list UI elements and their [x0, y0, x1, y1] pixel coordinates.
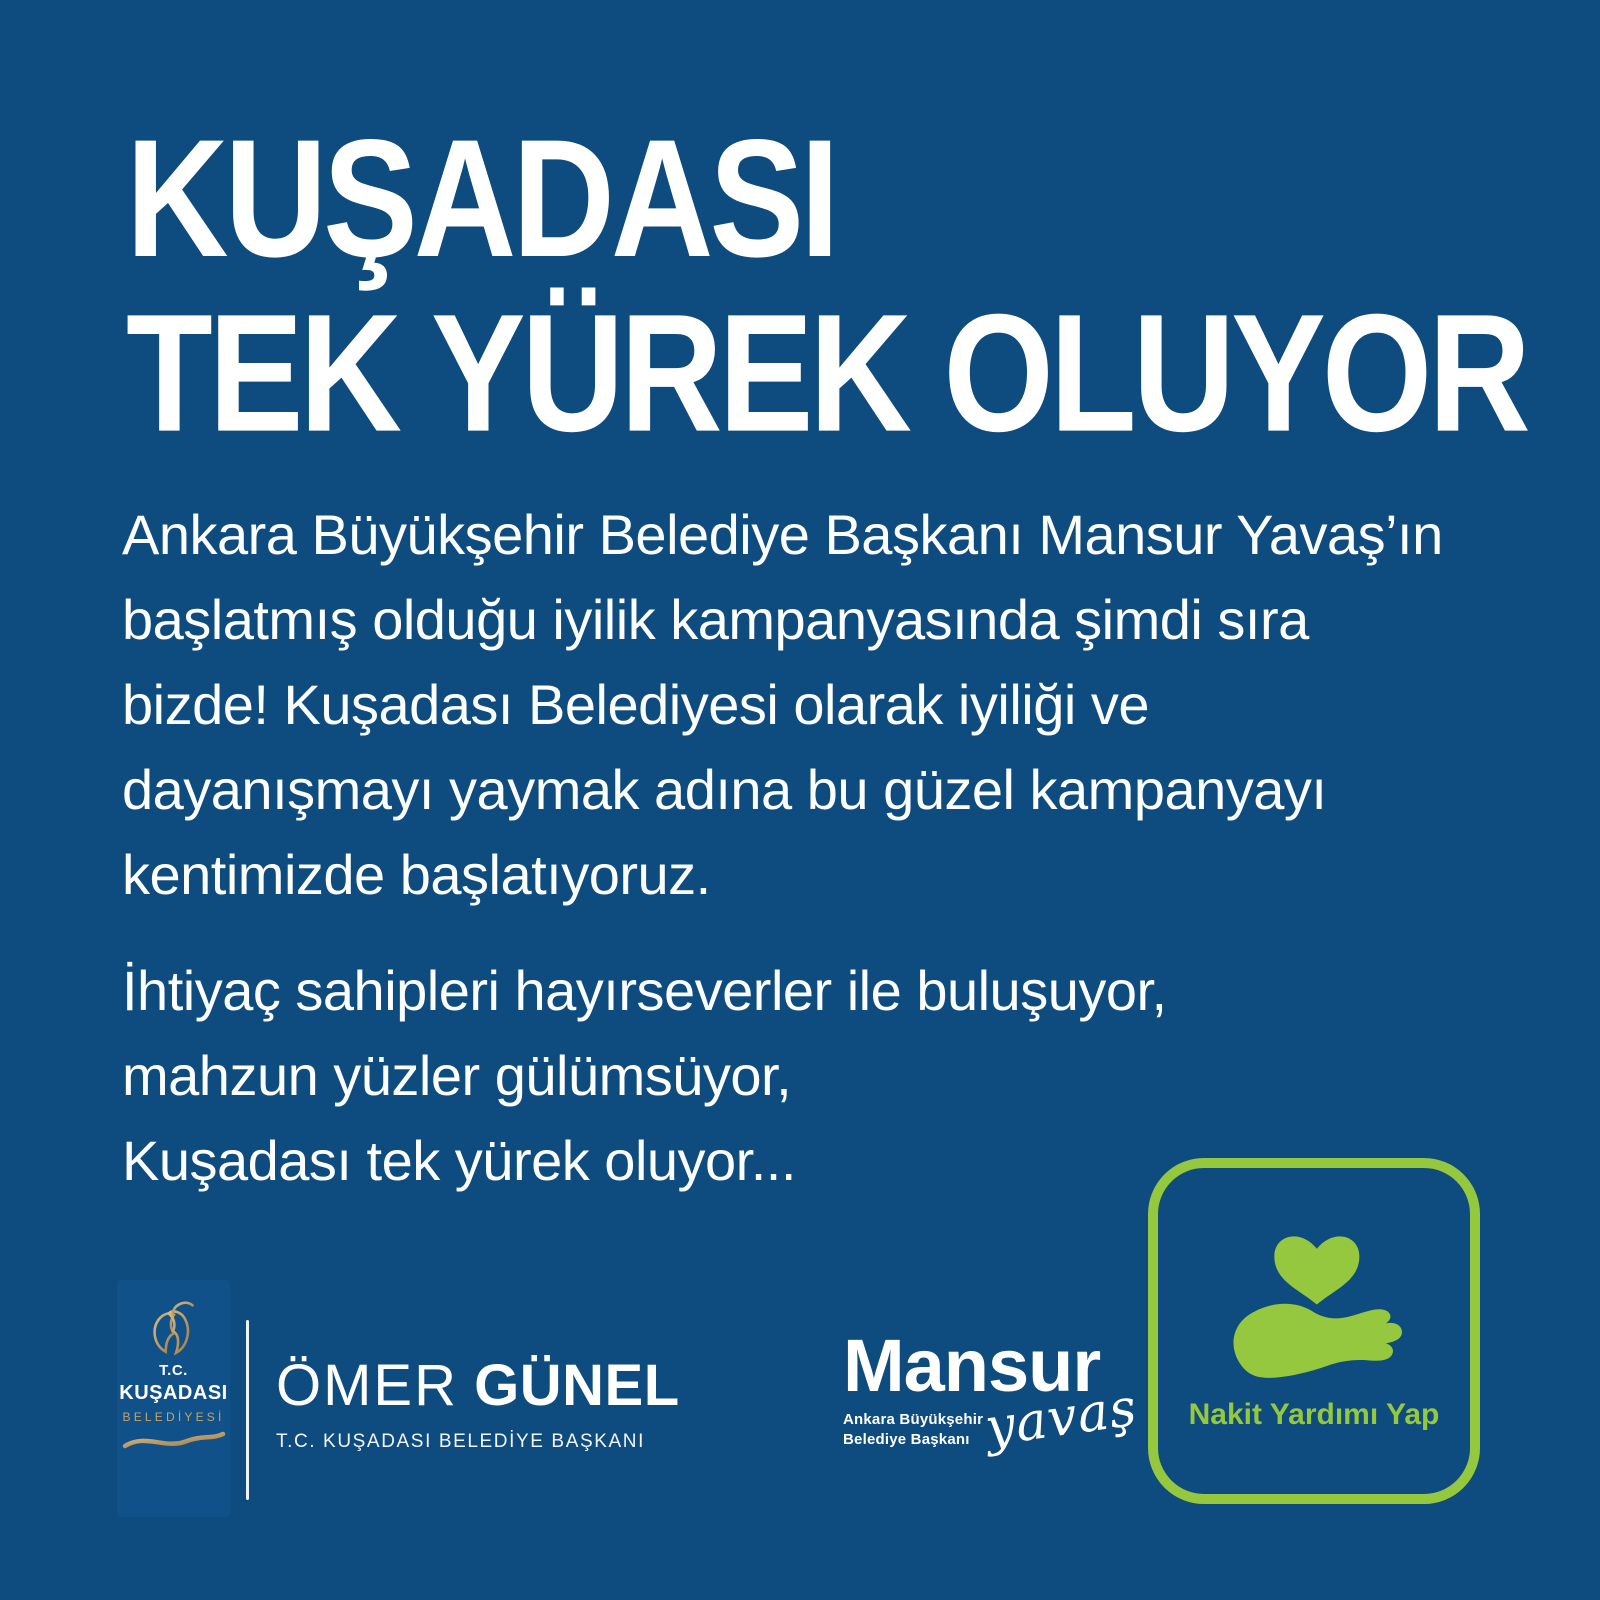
dove-icon: [143, 1294, 205, 1360]
municipality-logo: [117, 1280, 230, 1517]
mayor-block: [276, 1352, 680, 1453]
paragraph-line: İhtiyaç sahipleri hayırseverler ile buluşuyor,: [122, 959, 1167, 1022]
paragraph-line: Ankara Büyükşehir Belediye Başkanı Mansur Yavaş’ın: [122, 503, 1443, 566]
donate-button[interactable]: [1148, 1158, 1480, 1504]
body-paragraph-2: [122, 948, 1167, 1203]
mayor-title: T.C. KUŞADASI BELEDİYE BAŞKANI: [276, 1431, 645, 1452]
mansur-title-line-2: Belediye Başkanı: [843, 1431, 970, 1448]
donate-button-label: Nakit Yardımı Yap: [1188, 1398, 1440, 1431]
mayor-first-name: ÖMER: [276, 1353, 458, 1418]
hand-holding-heart-icon: [1219, 1210, 1409, 1382]
body-paragraph-1: [122, 492, 1443, 917]
logo-tc-label: T.C.: [159, 1362, 188, 1379]
vertical-divider: [246, 1320, 249, 1500]
headline-line-1: KUŞADASI: [126, 104, 836, 293]
paragraph-line: kentimizde başlatıyoruz.: [122, 843, 711, 906]
paragraph-line: Kuşadası tek yürek oluyor...: [122, 1129, 796, 1192]
paragraph-line: dayanışmayı yaymak adına bu güzel kampanyayı: [122, 758, 1327, 821]
mansur-signature: yavaş: [981, 1377, 1141, 1459]
logo-city-label: KUŞADASI: [119, 1382, 228, 1404]
headline-line-2: TEK YÜREK OLUYOR: [126, 279, 1527, 468]
paragraph-line: mahzun yüzler gülümsüyor,: [122, 1044, 792, 1107]
mansur-yavas-logo: [843, 1324, 1143, 1459]
paragraph-line: bizde! Kuşadası Belediyesi olarak iyiliği ve: [122, 673, 1149, 736]
paragraph-line: başlatmış olduğu iyilik kampanyasında şimdi sıra: [122, 588, 1309, 651]
mayor-last-name: GÜNEL: [474, 1353, 680, 1418]
headline: [126, 104, 1527, 468]
logo-subtitle-label: BELEDİYESİ: [122, 1410, 225, 1424]
wave-swoosh-icon: [122, 1428, 226, 1452]
mansur-name: Mansur: [843, 1324, 1101, 1407]
mansur-title-line-1: Ankara Büyükşehir: [843, 1411, 984, 1428]
mayor-name: [276, 1352, 680, 1419]
